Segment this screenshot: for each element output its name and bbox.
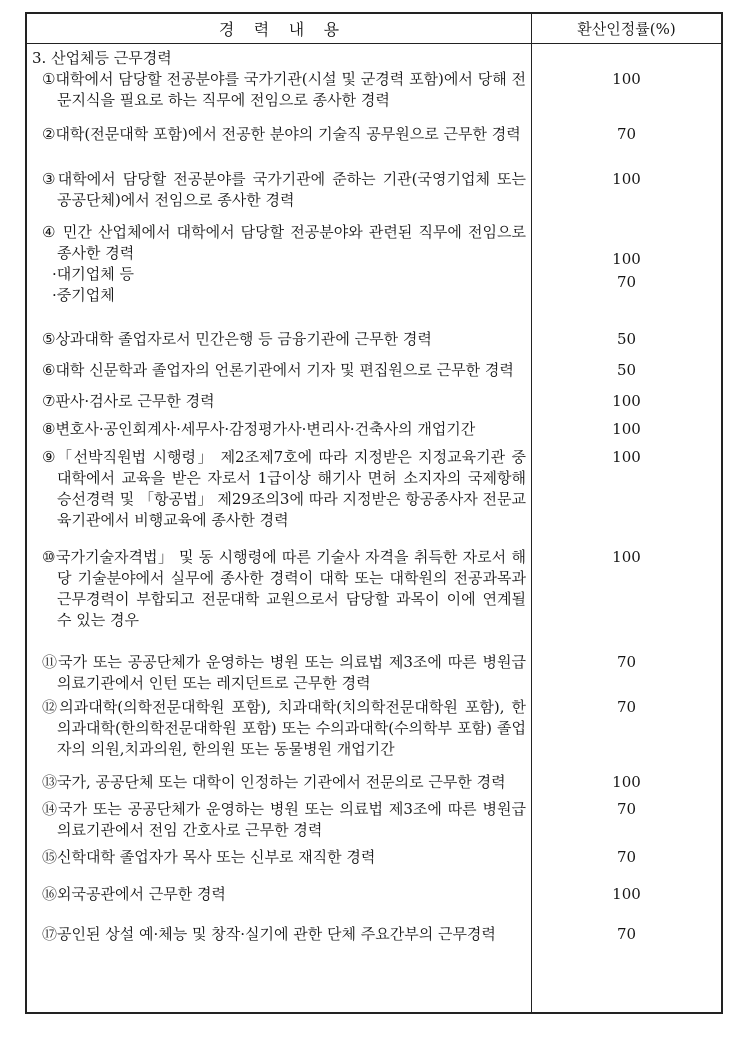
career-item-text: ⑤상과대학 졸업자로서 민간은행 등 금융기관에 근무한 경력 [42,330,432,348]
table-row [27,145,721,211]
table-row [27,694,721,760]
table-header-row [27,14,721,44]
rate-value: 100 [612,548,641,566]
rate-value: 50 [616,330,637,348]
table-row [27,841,721,868]
career-item-text: ③대학에서 담당할 전공분야를 국가기관에 준하는 기관(국영기업체 또는 공공단체)에서 전임으로 종사한 경력 [42,170,526,209]
rate-cell [531,760,721,793]
career-item-text: ②대학(전문대학 포함)에서 전공한 분야의 기술직 공무원으로 근무한 경력 [42,125,521,143]
rate-cell [531,211,721,306]
career-item-text: ⑬국가, 공공단체 또는 대학이 인정하는 기관에서 전문의로 근무한 경력 [42,773,506,791]
career-item-subline: ·중기업체 [52,286,115,304]
section-title: 3. 산업체등 근무경력 [32,49,172,67]
rate-value: 100 [612,448,641,466]
table-row [27,631,721,694]
table-row [27,905,721,1012]
rate-cell [531,905,721,1012]
rate-cell [531,531,721,631]
table-row [27,111,721,145]
rate-cell [531,381,721,412]
table-row [27,44,721,69]
career-item-text: ①대학에서 담당할 전공분야를 국가기관(시설 및 군경력 포함)에서 당해 전문지식을 필요로 하는 직무에 전임으로 종사한 경력 [42,70,526,109]
table-row [27,211,721,306]
rate-value: 100 [612,70,641,88]
rate-cell [531,412,721,440]
rate-value: 70 [616,125,637,143]
rate-cell [531,440,721,531]
section-title-cell [27,44,531,69]
rate-value: 100 [612,250,641,268]
rate-cell [531,306,721,350]
rate-value: 70 [616,848,637,866]
rate-value: 100 [612,392,641,410]
table-row [27,69,721,111]
career-item-text: ⑫의과대학(의학전문대학원 포함), 치과대학(치의학전문대학원 포함), 한의과대학(한의학전문대학원 포함) 또는 수의과대학(수의학부 포함) 졸업자의 의원,치과의원, 한의원 또는 동물병원 개업기간 [42,698,526,758]
rate-cell [531,631,721,694]
table-row [27,350,721,381]
career-item-text: ⑰공인된 상설 예·체능 및 창작·실기에 관한 단체 주요간부의 근무경력 [42,925,496,943]
rate-cell [531,111,721,145]
table-row [27,440,721,531]
rate-cell [531,868,721,905]
rate-value: 70 [616,273,637,291]
career-item-text: ⑩국가기술자격법」 및 동 시행령에 따른 기술사 자격을 취득한 자로서 해당 기술분야에서 실무에 종사한 경력이 대학 또는 대학원의 전공과목과 근무경력이 부합되고 전문대학 교원으로서 담당할 과목이 이에 연계될 수 있는 경우 [42,548,526,629]
career-item-text: ⑯외국공관에서 근무한 경력 [42,885,226,903]
table-row [27,412,721,440]
rate-cell [531,841,721,868]
rate-value: 70 [616,653,637,671]
table-row [27,868,721,905]
table-row [27,760,721,793]
rate-value: 100 [612,773,641,791]
career-rate-table [25,12,723,1014]
header-career-label: 경 력 내 용 [218,20,347,39]
rate-value: 70 [616,698,637,716]
rate-value: 70 [616,925,637,943]
rate-value: 100 [612,170,641,188]
table-row [27,306,721,350]
rate-cell [531,44,721,69]
career-item-text: ⑨「선박직원법 시행령」 제2조제7호에 따라 지정받은 지정교육기관 중 대학에서 교육을 받은 자로서 1급이상 해기사 면허 소지자의 국제항해 승선경력 및 「항공법」 제29조의3에 따라 지정받은 항공종사자 전문교육기관에서 비행교육에 종사한 경력 [42,448,526,529]
table-row [27,381,721,412]
rate-cell [531,694,721,760]
rate-cell [531,350,721,381]
rate-cell [531,69,721,111]
rate-value: 100 [612,885,641,903]
career-item-text: ④ 민간 산업체에서 대학에서 담당할 전공분야와 관련된 직무에 전임으로 종사한 경력 ·대기업체 등 ·중기업체 [42,223,526,304]
rate-value: 100 [612,420,641,438]
career-item-text: ⑥대학 신문학과 졸업자의 언론기관에서 기자 및 편집원으로 근무한 경력 [42,361,514,379]
career-item-text: ⑭국가 또는 공공단체가 운영하는 병원 또는 의료법 제3조에 따른 병원급 의료기관에서 전임 간호사로 근무한 경력 [42,800,526,839]
rate-value: 70 [616,800,637,818]
career-item-subline: ·대기업체 등 [52,265,134,283]
table-row [27,793,721,841]
rate-value: 50 [616,361,637,379]
career-item-text: ⑧변호사·공인회계사·세무사·감정평가사·변리사·건축사의 개업기간 [42,420,476,438]
career-item-text: ⑪국가 또는 공공단체가 운영하는 병원 또는 의료법 제3조에 따른 병원급 의료기관에서 인턴 또는 레지던트로 근무한 경력 [42,653,526,692]
career-item-text: ⑦판사·검사로 근무한 경력 [42,392,215,410]
table-body [27,44,721,1012]
career-item-text: ⑮신학대학 졸업자가 목사 또는 신부로 재직한 경력 [42,848,376,866]
rate-cell [531,793,721,841]
table-row [27,531,721,631]
header-rate-label: 환산인정률(%) [531,14,721,43]
rate-cell [531,145,721,211]
